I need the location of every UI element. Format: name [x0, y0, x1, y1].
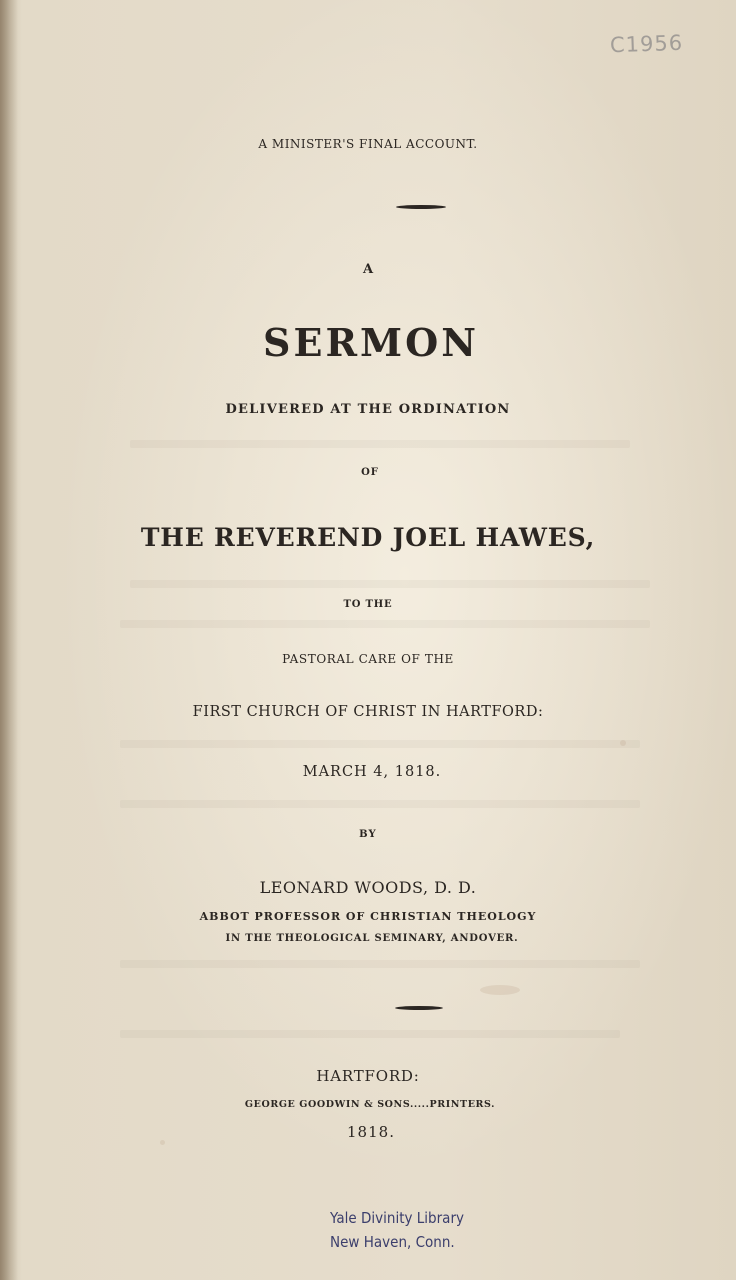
author-institution: IN THE THEOLOGICAL SEMINARY, ANDOVER.	[225, 933, 519, 944]
ordinand-name: THE REVEREND JOEL HAWES,	[140, 523, 596, 552]
library-stamp-line: Yale Divinity Library	[330, 1209, 464, 1227]
to-the-line: TO THE	[343, 599, 393, 610]
imprint-place: HARTFORD:	[316, 1067, 420, 1085]
ornamental-rule	[396, 205, 446, 209]
half-title: A MINISTER'S FINAL ACCOUNT.	[258, 137, 478, 151]
show-through-text	[130, 440, 630, 448]
author-name: LEONARD WOODS, D. D.	[259, 878, 477, 897]
show-through-text	[120, 1030, 620, 1038]
church-line: FIRST CHURCH OF CHRIST IN HARTFORD:	[192, 704, 544, 720]
ornamental-rule	[395, 1006, 443, 1010]
show-through-text	[120, 800, 640, 808]
of-line: OF	[361, 467, 379, 478]
pencil-shelfmark: C1956	[609, 30, 684, 58]
imprint-printer: GEORGE GOODWIN & SONS.....PRINTERS.	[244, 1099, 496, 1110]
occasion-line: DELIVERED AT THE ORDINATION	[225, 402, 511, 417]
main-title: SERMON	[263, 320, 479, 365]
imprint-year: 1818.	[347, 1123, 395, 1141]
spine-shadow	[0, 0, 18, 1280]
date-line: MARCH 4, 1818.	[302, 764, 442, 780]
show-through-text	[120, 620, 650, 628]
by-line: BY	[359, 829, 377, 840]
library-stamp-line: New Haven, Conn.	[330, 1233, 455, 1251]
library-stamp	[330, 1206, 464, 1254]
author-role: ABBOT PROFESSOR OF CHRISTIAN THEOLOGY	[199, 910, 537, 923]
show-through-text	[120, 740, 640, 748]
foxing-spot	[480, 985, 520, 995]
show-through-text	[120, 960, 640, 968]
show-through-text	[130, 580, 650, 588]
pastoral-line: PASTORAL CARE OF THE	[282, 652, 454, 666]
article-a: A	[362, 262, 374, 277]
